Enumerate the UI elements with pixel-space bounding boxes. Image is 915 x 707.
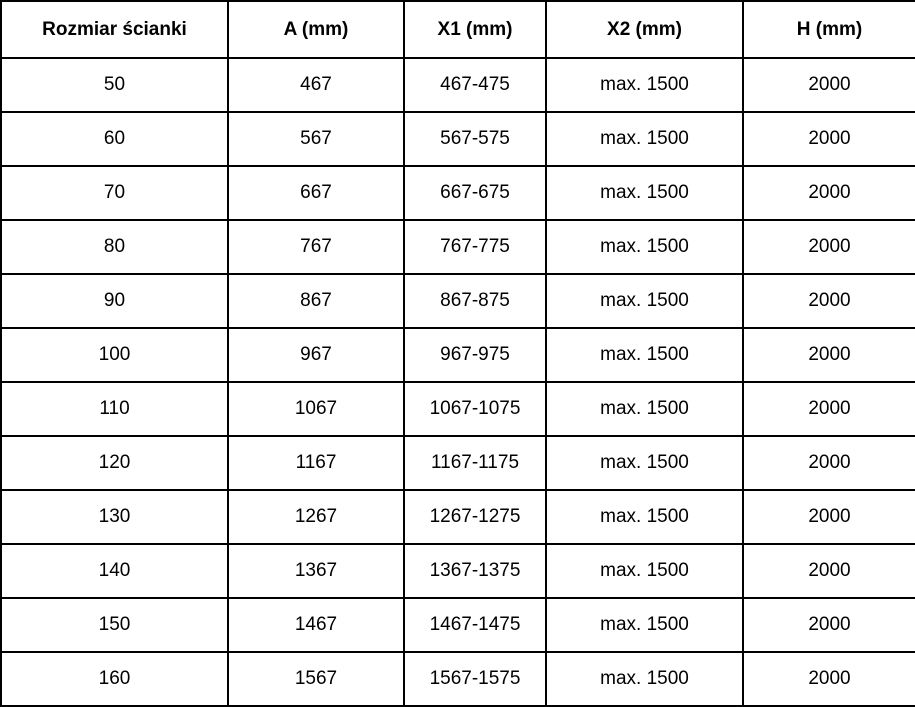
- cell-size: 80: [1, 220, 228, 274]
- cell-x2: max. 1500: [546, 220, 743, 274]
- cell-a: 1267: [228, 490, 404, 544]
- cell-x1: 967-975: [404, 328, 546, 382]
- cell-x2: max. 1500: [546, 598, 743, 652]
- cell-x1: 1367-1375: [404, 544, 546, 598]
- column-header-x1: X1 (mm): [404, 1, 546, 58]
- cell-x1: 567-575: [404, 112, 546, 166]
- cell-size: 150: [1, 598, 228, 652]
- cell-size: 100: [1, 328, 228, 382]
- table-row: [1, 544, 915, 598]
- cell-x1: 767-775: [404, 220, 546, 274]
- cell-x2: max. 1500: [546, 166, 743, 220]
- cell-a: 567: [228, 112, 404, 166]
- cell-size: 130: [1, 490, 228, 544]
- table-row: [1, 382, 915, 436]
- cell-x1: 1267-1275: [404, 490, 546, 544]
- cell-x2: max. 1500: [546, 328, 743, 382]
- cell-size: 70: [1, 166, 228, 220]
- table-row: [1, 112, 915, 166]
- column-header-x2: X2 (mm): [546, 1, 743, 58]
- table-row: [1, 328, 915, 382]
- cell-x1: 867-875: [404, 274, 546, 328]
- table-row: [1, 220, 915, 274]
- cell-h: 2000: [743, 166, 915, 220]
- cell-x2: max. 1500: [546, 652, 743, 706]
- cell-size: 60: [1, 112, 228, 166]
- cell-x1: 467-475: [404, 58, 546, 112]
- table-row: [1, 166, 915, 220]
- cell-a: 1367: [228, 544, 404, 598]
- table-row: [1, 490, 915, 544]
- cell-h: 2000: [743, 58, 915, 112]
- cell-a: 967: [228, 328, 404, 382]
- cell-a: 1567: [228, 652, 404, 706]
- table-row: [1, 274, 915, 328]
- cell-h: 2000: [743, 436, 915, 490]
- cell-x1: 1467-1475: [404, 598, 546, 652]
- cell-size: 110: [1, 382, 228, 436]
- cell-x1: 1567-1575: [404, 652, 546, 706]
- cell-size: 50: [1, 58, 228, 112]
- column-header-a: A (mm): [228, 1, 404, 58]
- column-header-h: H (mm): [743, 1, 915, 58]
- table-row: [1, 436, 915, 490]
- cell-h: 2000: [743, 652, 915, 706]
- cell-x2: max. 1500: [546, 436, 743, 490]
- cell-a: 467: [228, 58, 404, 112]
- cell-x2: max. 1500: [546, 274, 743, 328]
- cell-x2: max. 1500: [546, 382, 743, 436]
- cell-h: 2000: [743, 490, 915, 544]
- cell-x1: 1167-1175: [404, 436, 546, 490]
- cell-x2: max. 1500: [546, 58, 743, 112]
- cell-a: 1467: [228, 598, 404, 652]
- cell-h: 2000: [743, 544, 915, 598]
- cell-h: 2000: [743, 274, 915, 328]
- cell-h: 2000: [743, 112, 915, 166]
- cell-h: 2000: [743, 598, 915, 652]
- table-header-row: [1, 1, 915, 58]
- cell-a: 1167: [228, 436, 404, 490]
- cell-h: 2000: [743, 220, 915, 274]
- cell-h: 2000: [743, 328, 915, 382]
- table-row: [1, 598, 915, 652]
- column-header-size: Rozmiar ścianki: [1, 1, 228, 58]
- cell-a: 1067: [228, 382, 404, 436]
- cell-x2: max. 1500: [546, 490, 743, 544]
- cell-size: 90: [1, 274, 228, 328]
- cell-x1: 1067-1075: [404, 382, 546, 436]
- cell-size: 160: [1, 652, 228, 706]
- table-row: [1, 652, 915, 706]
- cell-a: 667: [228, 166, 404, 220]
- cell-a: 867: [228, 274, 404, 328]
- cell-a: 767: [228, 220, 404, 274]
- cell-x1: 667-675: [404, 166, 546, 220]
- table-row: [1, 58, 915, 112]
- cell-x2: max. 1500: [546, 112, 743, 166]
- cell-h: 2000: [743, 382, 915, 436]
- cell-size: 140: [1, 544, 228, 598]
- table-body: [1, 58, 915, 706]
- cell-x2: max. 1500: [546, 544, 743, 598]
- cell-size: 120: [1, 436, 228, 490]
